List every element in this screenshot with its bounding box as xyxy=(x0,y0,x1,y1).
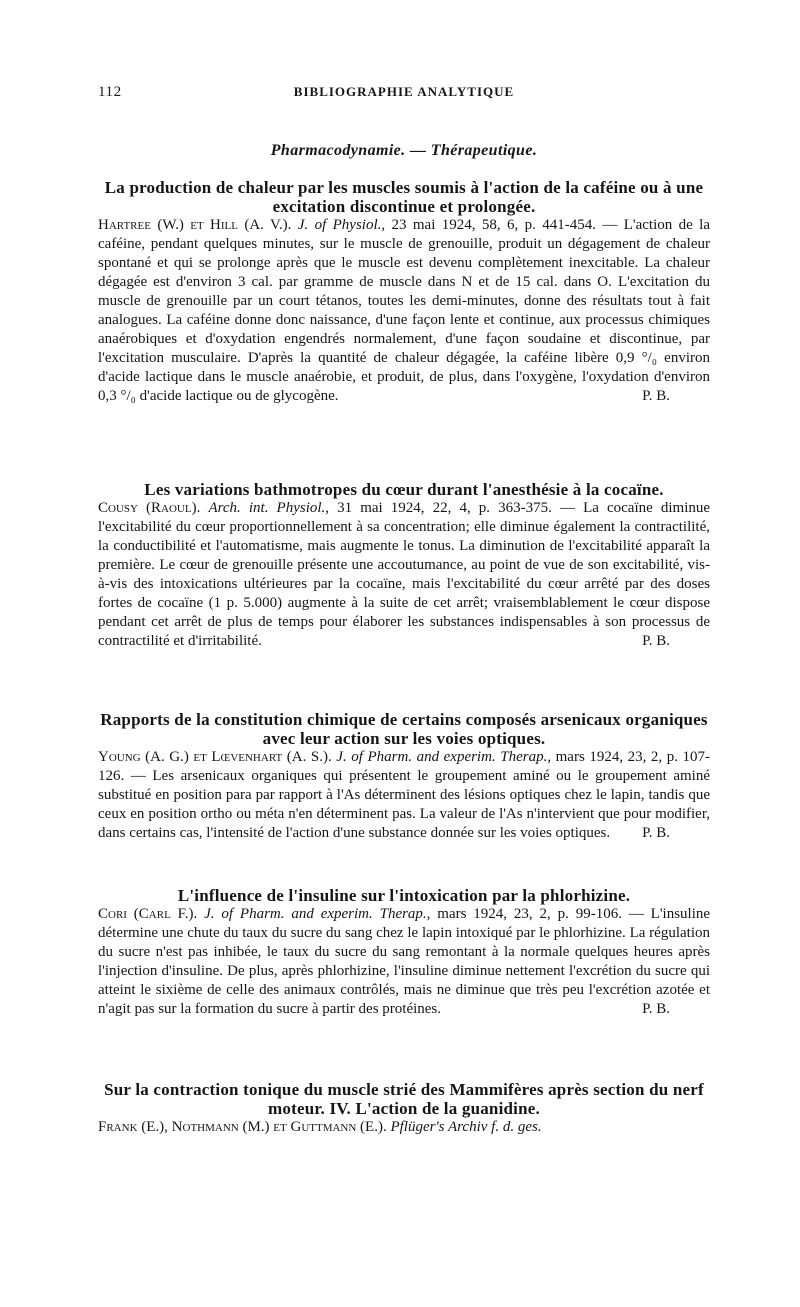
page-number: 112 xyxy=(98,84,122,100)
article-abstract: — La cocaïne diminue l'excitabilité du cœur proportionnellement à sa concentration; elle diminue également la contractilité, la conductibilité et l'automatisme, mais augmente le tonus. La diminution de l'excitabilité apparaît la première. Le cœur de grenouille présente une accoutumance, au point de vue de son excitabilité, vis-à-vis des intoxications ultérieures par la cocaïne, mais l'excitabilité du cœur arrêté par des doses fortes de cocaïne (1 p. 5.000) augmente à la suite de cet arrêt; vraisemblablement le cœur dispose pendant cet arrêt de plus de temps pour élaborer les substances indispensables à son processus de contractilité et d'irritabilité. xyxy=(98,500,711,649)
article-body xyxy=(98,905,710,1019)
article-signature: P. B. xyxy=(642,1001,670,1017)
article-journal: Arch. int. Physiol., xyxy=(208,500,330,516)
article-citation: 23 mai 1924, 58, 6, p. 441-454. xyxy=(391,217,596,233)
article-1 xyxy=(98,178,710,406)
article-journal: Pflüger's Archiv f. d. ges. xyxy=(390,1119,542,1135)
article-body xyxy=(98,216,710,406)
article-journal: J. of Physiol., xyxy=(297,217,386,233)
article-citation: 31 mai 1924, 22, 4, p. 363-375. xyxy=(337,500,552,516)
article-3 xyxy=(98,710,710,843)
article-signature: P. B. xyxy=(642,388,670,404)
section-title: Pharmacodynamie. — Thérapeutique. xyxy=(270,142,538,159)
article-body xyxy=(98,748,710,843)
article-5 xyxy=(98,1080,710,1137)
article-authors: Cori (Carl F.). xyxy=(98,906,198,922)
article-journal: J. of Pharm. and experim. Therap., xyxy=(336,749,552,765)
article-authors: Frank (E.), Nothmann (M.) et Guttmann (E.). xyxy=(98,1119,387,1135)
article-body xyxy=(98,499,710,651)
article-body xyxy=(98,1118,710,1137)
article-journal: J. of Pharm. and experim. Therap., xyxy=(204,906,431,922)
page-header xyxy=(98,84,710,108)
article-title: Rapports de la constitution chimique de certains composés arsenicaux organiques avec leur action sur les voies optiques. xyxy=(100,710,708,748)
article-title: La production de chaleur par les muscles soumis à l'action de la caféine ou à une excitation discontinue et prolongée. xyxy=(104,178,704,216)
running-title: BIBLIOGRAPHIE ANALYTIQUE xyxy=(293,84,515,99)
article-2 xyxy=(98,480,710,651)
article-authors: Hartree (W.) et Hill (A. V.). xyxy=(98,217,292,233)
article-authors: Young (A. G.) et Lœvenhart (A. S.). xyxy=(98,749,332,765)
article-4 xyxy=(98,886,710,1019)
article-signature: P. B. xyxy=(642,825,670,841)
article-abstract: — Les arsenicaux organiques qui présentent le groupement aminé ou le groupement aminé substitué en position para par rapport à l'As déterminent des lésions optiques chez le lapin, tandis que ceux en position ortho ou méta n'en déterminent pas. La valeur de l'As n'intervient que pour modifier, dans certains cas, l'intensité de l'action d'une substance donnée sur les voies optiques. xyxy=(98,768,711,841)
article-abstract: — L'action de la caféine, pendant quelques minutes, sur le muscle de grenouille, produit un dégagement de chaleur spontané et qui se prolonge après que le muscle est devenu complètement inexcitable. La chaleur dégagée est d'environ 3 cal. par gramme de muscle dans N et de 15 cal. dans O. L'excitation du muscle de grenouille par un court tétanos, toutes les demi-minutes, donne des résultats tout à fait analogues. La caféine donne donc naissance, d'une façon lente et continue, aux processus chimiques anaérobiques et d'oxydation engendrés normalement, d'une façon soudaine et discontinue, par l'excitation musculaire. D'après la quantité de chaleur dégagée, la caféine libère 0,9 °/₀ environ d'acide lactique dans le muscle anaérobie, et produit, de plus, dans l'oxygène, l'oxydation d'environ 0,3 °/₀ d'acide lactique ou de glycogène. xyxy=(98,217,710,404)
article-title: Les variations bathmotropes du cœur durant l'anesthésie à la cocaïne. xyxy=(144,480,664,499)
article-signature: P. B. xyxy=(642,633,670,649)
article-authors: Cousy (Raoul). xyxy=(98,500,201,516)
article-citation: mars 1924, 23, 2, p. 99-106. xyxy=(437,906,622,922)
article-title: L'influence de l'insuline sur l'intoxication par la phlorhizine. xyxy=(177,886,631,905)
article-abstract: — L'insuline détermine une chute du taux du sucre du sang chez le lapin intoxiqué par le phlorhizine. La régulation du sucre n'est pas inhibée, le taux du sucre du sang remontant à la normale quelques heures après l'injection d'insuline. De plus, après phlorhizine, l'insuline diminue nettement l'excrétion du sucre qui atteint le sixième de celle des animaux contrôlés, mais ne diminue que très peu l'excrétion azotée et n'agit pas sur la formation du sucre à partir des protéines. xyxy=(98,906,711,1017)
article-title: Sur la contraction tonique du muscle strié des Mammifères après section du nerf moteur. IV. L'action de la guanidine. xyxy=(104,1080,704,1118)
article-citation: mars 1924, 23, 2, p. 107-126. xyxy=(98,749,711,784)
